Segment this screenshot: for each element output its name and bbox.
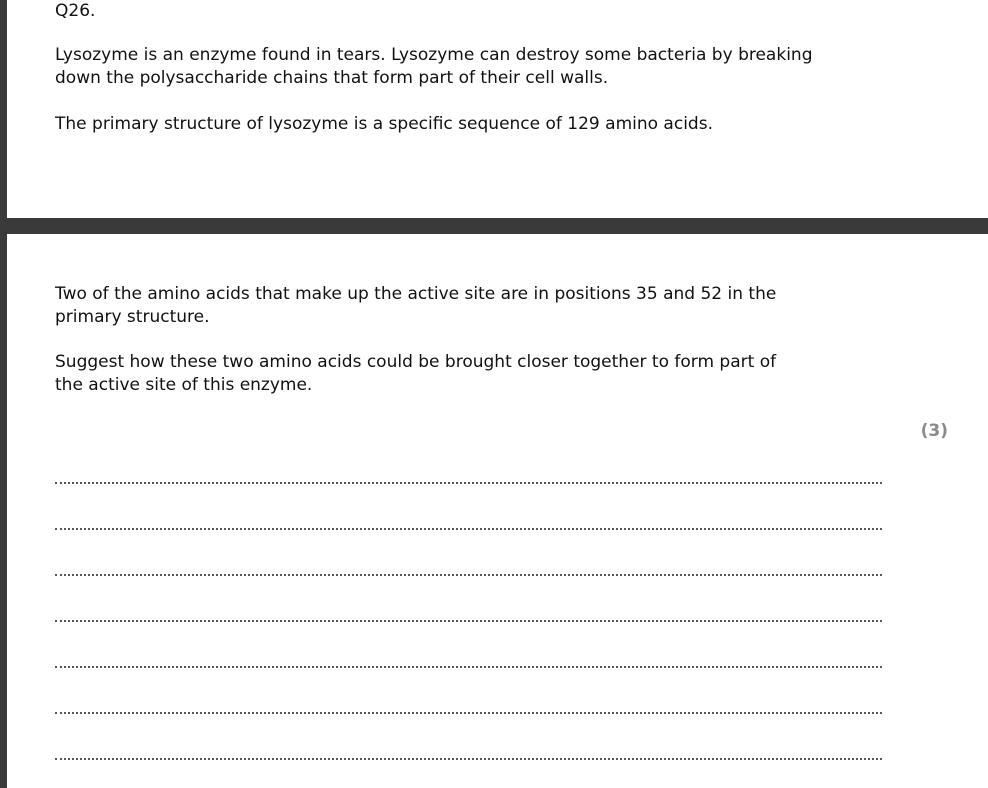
question-intro-paragraph: Lysozyme is an enzyme found in tears. Lysozyme can destroy some bacteria by breaking down the polysaccharide chains that form part of their cell walls.	[55, 45, 813, 88]
marks-indicator: (3)	[920, 421, 948, 441]
answer-line[interactable]	[55, 666, 882, 668]
answer-line[interactable]	[55, 482, 882, 484]
question-number: Q26.	[55, 1, 96, 21]
question-prompt: Suggest how these two amino acids could be brought closer together to form part of the active site of this enzyme.	[55, 352, 777, 395]
answer-line[interactable]	[55, 528, 882, 530]
question-part-paragraph: Two of the amino acids that make up the active site are in positions 35 and 52 in the primary structure.	[55, 284, 777, 327]
answer-line[interactable]	[55, 758, 882, 760]
left-margin-bar	[0, 0, 7, 788]
section-divider	[0, 218, 988, 234]
question-intro-paragraph-2: The primary structure of lysozyme is a specific sequence of 129 amino acids.	[55, 114, 713, 134]
answer-line[interactable]	[55, 620, 882, 622]
answer-line[interactable]	[55, 574, 882, 576]
answer-line[interactable]	[55, 712, 882, 714]
